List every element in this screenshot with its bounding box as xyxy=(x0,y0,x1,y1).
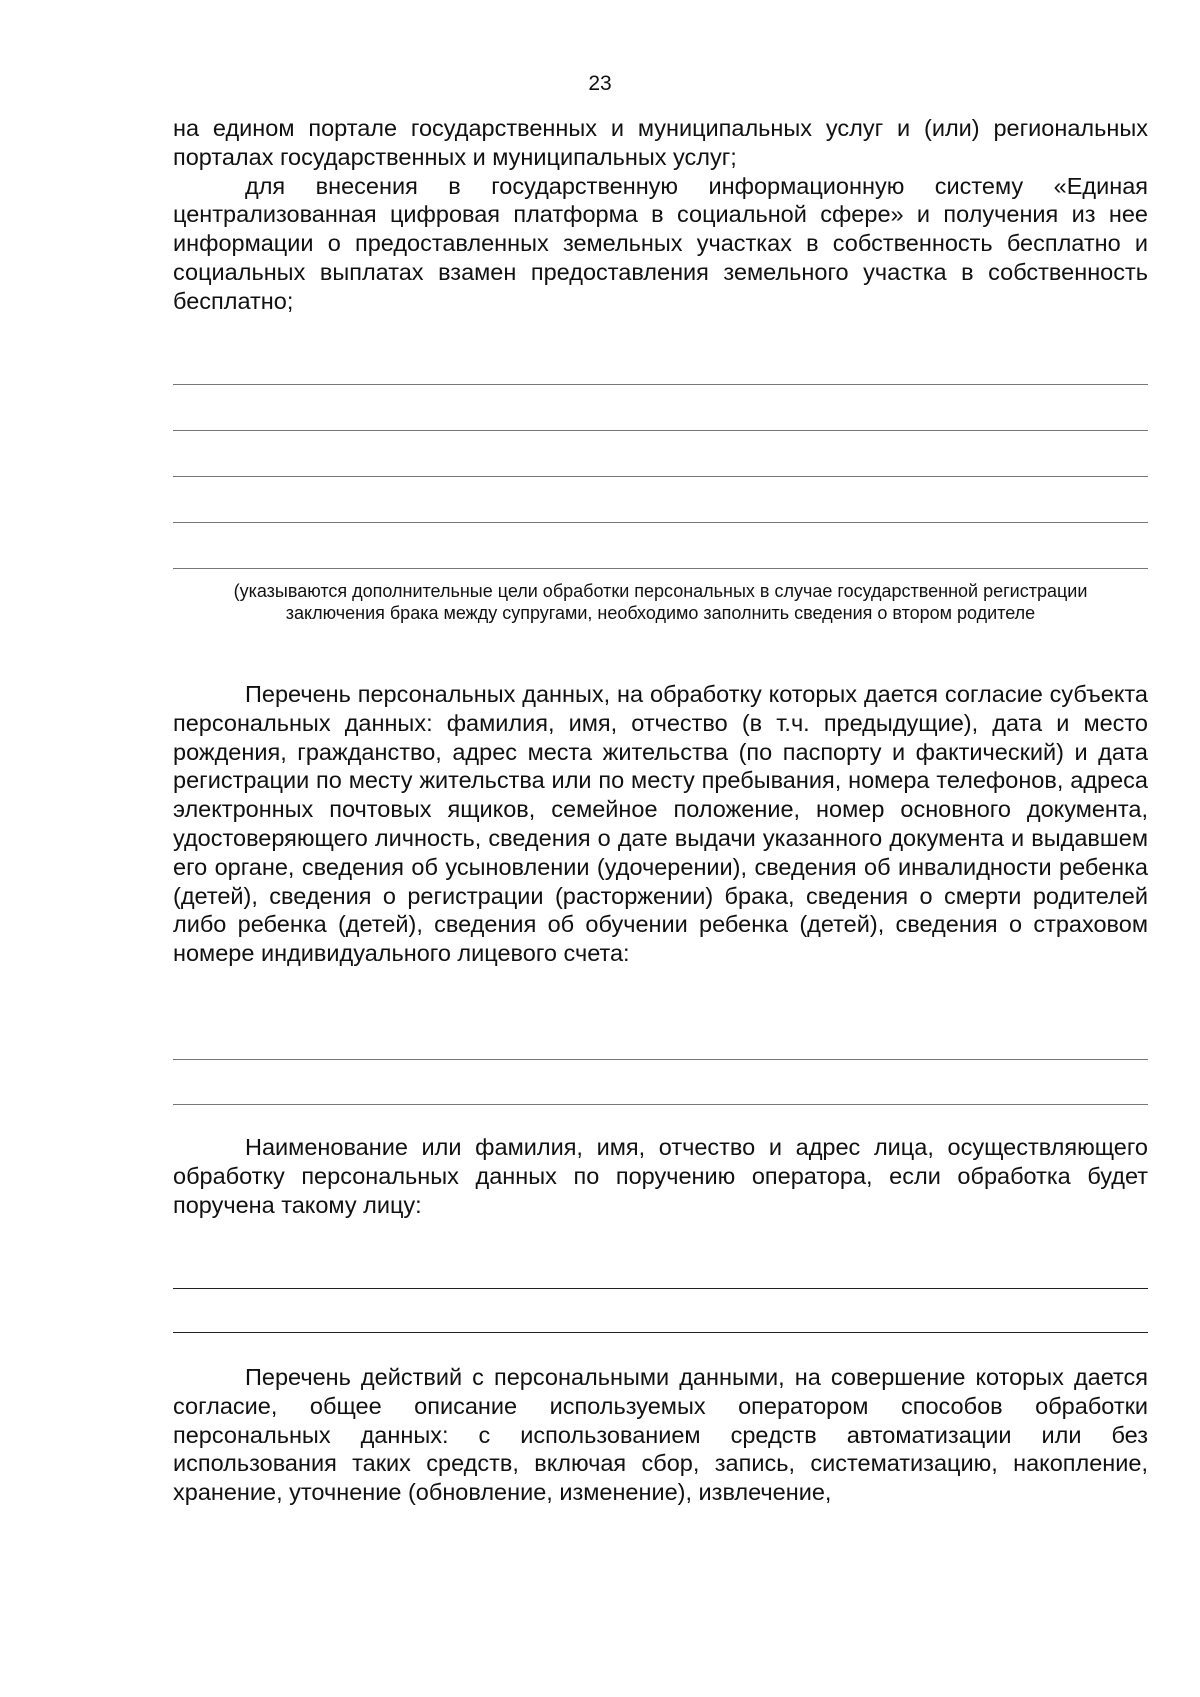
fill-in-line-6 xyxy=(173,1059,1148,1060)
additional-purposes-note xyxy=(173,581,1148,624)
purpose-portal-paragraph: на едином портале государственных и муниципальных услуг и (или) региональных порталах государственных и муниципальных услуг; xyxy=(173,115,1148,170)
fill-in-line-3 xyxy=(173,476,1148,477)
processor-paragraph: Наименование или фамилия, имя, отчество и адрес лица, осуществляющего обработку персональных данных по поручению оператора, если обработка будет поручена такому лицу: xyxy=(173,1134,1148,1218)
page-number: 23 xyxy=(588,72,612,95)
fill-in-line-4 xyxy=(173,522,1148,523)
processing-actions-paragraph: Перечень действий с персональными данными, на совершение которых дается согласие, общее описание используемых оператором способов обработки персональных данных: с использованием средств автоматизации или без использования таких средств, включая сбор, запись, систематизацию, накопление, хранение, уточнение (обновление, изменение), извлечение, xyxy=(173,1364,1148,1506)
processor-section xyxy=(173,1133,1148,1219)
fill-in-line-5 xyxy=(173,568,1148,569)
fill-in-line-7 xyxy=(173,1104,1148,1105)
note-text: (указываются дополнительные цели обработки персональных в случае государственной регистрации заключения брака между супругами, необходимо заполнить сведения о втором родителе xyxy=(233,581,1088,623)
fill-in-line-9 xyxy=(173,1332,1148,1333)
fill-in-line-1 xyxy=(173,384,1148,385)
fill-in-line-8 xyxy=(173,1288,1148,1289)
processing-actions-section xyxy=(173,1363,1148,1507)
fill-in-line-2 xyxy=(173,430,1148,431)
personal-data-list-paragraph: Перечень персональных данных, на обработку которых дается согласие субъекта персональных данных: фамилия, имя, отчество (в т.ч. предыдущие), дата и место рождения, гражданство, адрес места жительства (по паспорту и фактический) и дата регистрации по месту жительства или по месту пребывания, номера телефонов, адреса электронных почтовых ящиков, семейное положение, номер основного документа, удостоверяющего личность, сведения о дате выдачи указанного документа и выдавшем его органе, сведения об усыновлении (удочерении), сведения об инвалидности ребенка (детей), сведения о регистрации (расторжении) брака, сведения о смерти родителей либо ребенка (детей), сведения об обучении ребенка (детей), сведения о страховом номере индивидуального лицевого счета: xyxy=(173,681,1148,967)
purposes-continuation xyxy=(173,114,1148,316)
personal-data-list-section xyxy=(173,680,1148,968)
purpose-platform-paragraph: для внесения в государственную информационную систему «Единая централизованная цифровая платформа в социальной сфере» и получения из нее информации о предоставленных земельных участках в собственность бесплатно и социальных выплатах взамен предоставления земельного участка в собственность бесплатно; xyxy=(173,172,1148,314)
